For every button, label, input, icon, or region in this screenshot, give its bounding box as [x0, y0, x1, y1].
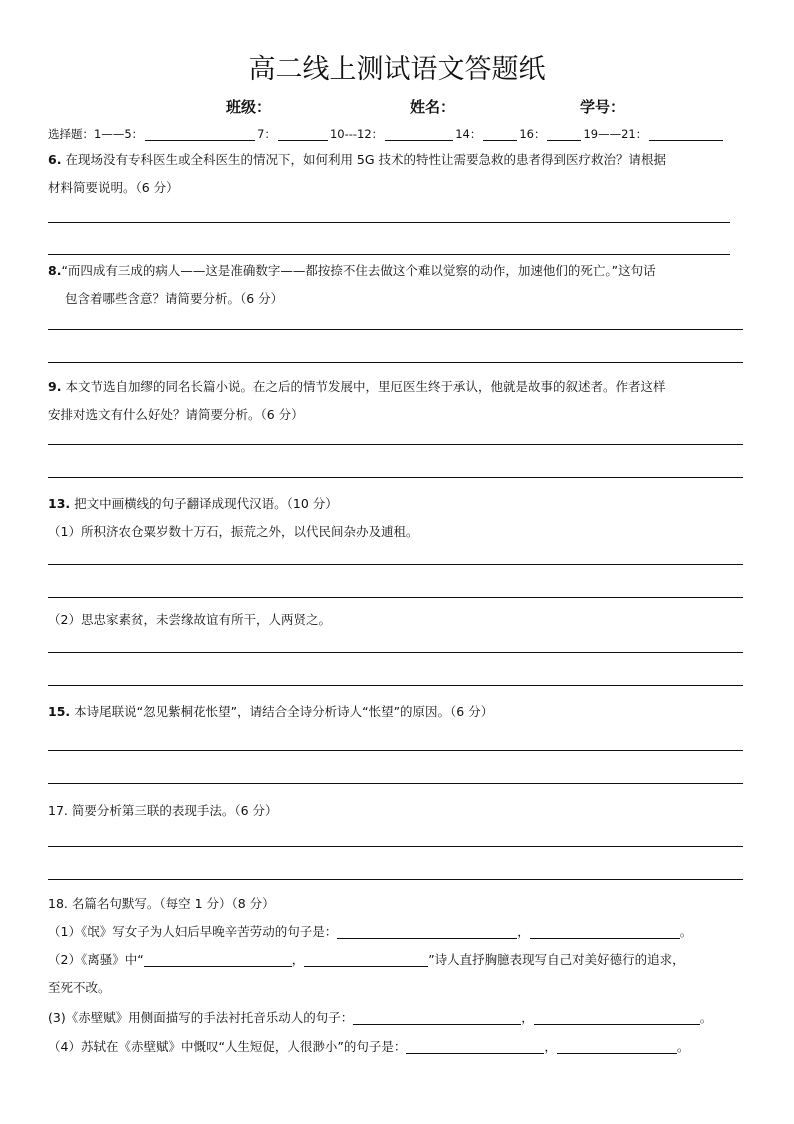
answer-line-13-4[interactable]	[48, 685, 743, 686]
question-13-sentence-1: （1）所积济农仓粟岁数十万石，振荒之外，以代民间杂办及逋租。	[48, 524, 419, 539]
answer-line-9-2[interactable]	[48, 477, 743, 478]
question-18-item-1	[48, 918, 692, 946]
mc-label-10-12: 10---12：	[329, 127, 384, 141]
question-9	[48, 373, 748, 429]
question-8-text: “而四成有三成的病人——这是准确数字——都按捺不住去做这个难以觉察的动作，加速他们的死亡。”这句话	[61, 263, 656, 278]
blank-18-4b[interactable]	[557, 1039, 677, 1054]
question-18: 18. 名篇名句默写。（每空 1 分）（8 分）	[48, 896, 275, 911]
question-18-item-2-cont: 至死不改。	[48, 980, 111, 995]
student-id-label: 学号：	[580, 98, 626, 116]
mc-label-19-21: 19——21：	[583, 127, 648, 141]
question-9-text-2: 安排对选文有什么好处？请简要分析。（6 分）	[48, 407, 304, 422]
blank-18-2a[interactable]	[144, 952, 292, 967]
comma: ，	[544, 1039, 557, 1054]
question-17: 17. 简要分析第三联的表现手法。（6 分）	[48, 803, 278, 818]
comma: ，	[291, 952, 305, 967]
comma: ，	[521, 1010, 534, 1025]
question-18-item-4-text: （4）苏轼在《赤壁赋》中慨叹“人生短促，人很渺小”的句子是：	[48, 1039, 407, 1054]
question-15-text: 本诗尾联说“忽见紫桐花怅望”，请结合全诗分析诗人“怅望”的原因。（6 分）	[74, 704, 494, 719]
blank-18-2b[interactable]	[304, 952, 428, 967]
mc-answer-1-5[interactable]	[145, 128, 255, 141]
answer-line-9-1[interactable]	[48, 444, 743, 445]
question-18-item-2-text-2: ”诗人直抒胸臆表现写自己对美好德行的追求，	[428, 952, 685, 967]
answer-line-13-1[interactable]	[48, 564, 743, 565]
answer-line-8-1[interactable]	[48, 329, 743, 330]
question-6-text-2: 材料简要说明。（6 分）	[48, 180, 179, 195]
mc-prefix: 选择题：1——5：	[48, 127, 144, 141]
blank-18-4a[interactable]	[406, 1039, 544, 1054]
question-13-sentence-2: （2）思忠家素贫，未尝缘故谊有所干，人两贤之。	[48, 612, 331, 627]
question-13-number: 13.	[48, 496, 71, 511]
question-6-text: 在现场没有专科医生或全科医生的情况下，如何利用 5G 技术的特性让需要急救的患者得到医疗救治？请根据	[65, 152, 667, 167]
question-18-item-3	[48, 1004, 712, 1032]
mc-answer-16[interactable]	[547, 128, 581, 141]
question-18-item-1-text: （1）《氓》写女子为人妇后早晚辛苦劳动的句子是：	[48, 924, 338, 939]
mc-answer-19-21[interactable]	[649, 128, 723, 141]
mc-label-16: 16：	[519, 127, 546, 141]
answer-line-6-2[interactable]	[48, 254, 730, 255]
answer-line-6-1[interactable]	[48, 222, 730, 223]
class-label: 班级：	[226, 98, 272, 116]
question-13-text: 把文中画横线的句子翻译成现代汉语。（10 分）	[74, 496, 338, 511]
mc-label-7: 7：	[257, 127, 276, 141]
question-13	[48, 490, 338, 518]
answer-line-17-2[interactable]	[48, 879, 743, 880]
question-9-text: 本文节选自加缪的同名长篇小说。在之后的情节发展中，里厄医生终于承认，他就是故事的叙述者。作者这样	[65, 379, 666, 394]
mc-answer-10-12[interactable]	[385, 128, 453, 141]
question-8	[48, 257, 748, 313]
answer-line-17-1[interactable]	[48, 846, 743, 847]
answer-line-15-2[interactable]	[48, 783, 743, 784]
multiple-choice-row	[48, 127, 725, 141]
question-15-number: 15.	[48, 704, 71, 719]
blank-18-1b[interactable]	[530, 924, 680, 939]
blank-18-1a[interactable]	[337, 924, 517, 939]
mc-label-14: 14：	[455, 127, 482, 141]
mc-answer-14[interactable]	[483, 128, 517, 141]
period: 。	[676, 1039, 690, 1054]
question-6-number: 6.	[48, 152, 62, 167]
mc-answer-7[interactable]	[278, 128, 328, 141]
question-18-item-2	[48, 946, 685, 974]
question-8-number: 8.	[48, 263, 62, 278]
comma: ，	[517, 924, 530, 939]
question-18-item-4	[48, 1033, 689, 1061]
question-18-item-2-text: （2）《离骚》中“	[48, 952, 144, 967]
answer-line-15-1[interactable]	[48, 750, 743, 751]
question-15	[48, 698, 493, 726]
answer-line-13-2[interactable]	[48, 597, 743, 598]
question-9-number: 9.	[48, 379, 62, 394]
question-6	[48, 146, 748, 202]
answer-line-13-3[interactable]	[48, 652, 743, 653]
period: 。	[679, 924, 693, 939]
blank-18-3b[interactable]	[534, 1010, 700, 1025]
question-8-text-2: 包含着哪些含意？请简要分析。（6 分）	[65, 291, 284, 306]
answer-line-8-2[interactable]	[48, 362, 743, 363]
page-title: 高二线上测试语文答题纸	[248, 54, 546, 85]
period: 。	[699, 1010, 713, 1025]
question-18-item-3-text: (3)《赤壁赋》用侧面描写的手法衬托音乐动人的句子：	[48, 1010, 354, 1025]
blank-18-3a[interactable]	[353, 1010, 521, 1025]
name-label: 姓名：	[410, 98, 456, 116]
